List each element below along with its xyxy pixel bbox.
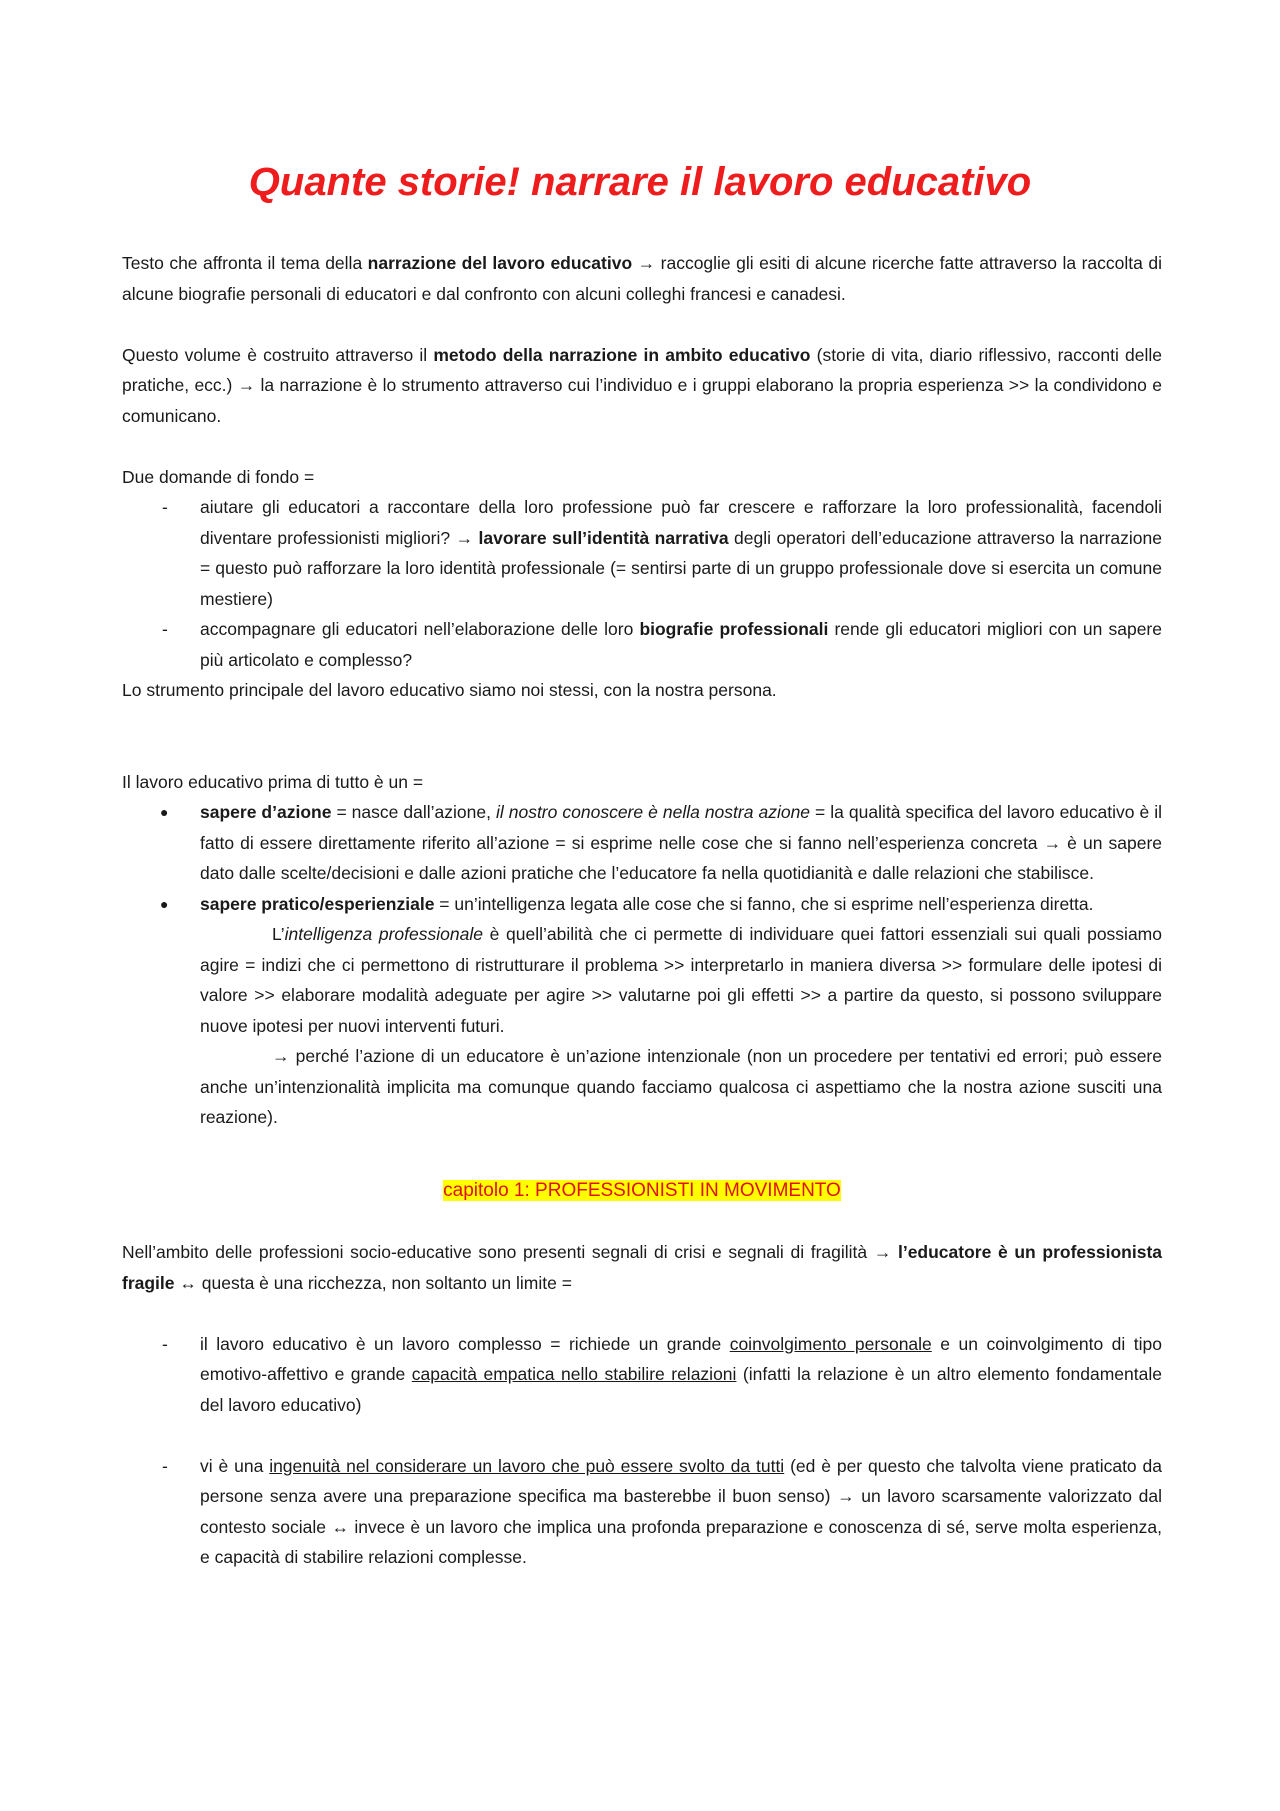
chapter-intro-paragraph: Nell’ambito delle professioni socio-educative sono presenti segnali di crisi e segnali di fragilità → l’educatore è un professionista fragile ↔ questa è una ricchezza, non soltanto un limite = [122, 1242, 1163, 1293]
method-text-pre: Questo volume è costruito attraverso il [122, 344, 434, 365]
dash-marker: - [162, 1333, 168, 1354]
intro-bold: narrazione del lavoro educativo [367, 253, 633, 273]
arrow-icon: → [873, 1242, 892, 1262]
method-paragraph [122, 340, 1162, 432]
chapter-heading-text: capitolo 1: PROFESSIONISTI IN MOVIMENTO [443, 1180, 841, 1201]
double-arrow-icon: ↔ [331, 1516, 349, 1537]
method-text-post: la narrazione è lo strumento attraverso cui l’individuo e i gruppi elaborano la propria esperienza >> la condividono e comunicano. [122, 375, 1162, 426]
dash-marker: - [162, 619, 168, 639]
list-item: ● sapere d’azione = nasce dall’azione, il nostro conoscere è nella nostra azione = la qualità specifica del lavoro educativo è il fatto di essere direttamente riferito all’azione = si esprime nelle cose che si fanno nell’esperienza concreta → è un sapere dato dalle scelte/decisioni e dalle azioni pratiche che l’educatore fa nella quotidianità e dalle relazioni che stabilisce. [122, 797, 1162, 889]
dash-marker: - [162, 1455, 168, 1476]
arrow-icon: → [272, 1046, 290, 1066]
knowledge-heading: Il lavoro educativo prima di tutto è un = [122, 771, 424, 792]
arrow-icon: → [837, 1486, 855, 1506]
method-bold: metodo della narrazione in ambito educativo [433, 344, 811, 365]
list-item: - accompagnare gli educatori nell’elaborazione delle loro biografie professionali rende gli educatori migliori con un sapere più articolato e complesso? [122, 614, 1162, 675]
dash-marker: - [162, 497, 168, 517]
intro-paragraph [122, 248, 1162, 309]
bullet-marker: ● [160, 895, 169, 912]
arrow-icon: → [455, 527, 474, 548]
fragility-list [122, 1329, 1162, 1421]
arrow-icon: → [1043, 832, 1062, 853]
intro-text-pre: Testo che affronta il tema della [122, 253, 368, 273]
bullet-marker: ● [160, 804, 169, 820]
list-item: - vi è una ingenuità nel considerare un lavoro che può essere svolto da tutti (ed è per questo che talvolta viene praticato da persone senza avere una preparazione specifica ma basterebbe il buon senso) → un lavoro scarsamente valorizzato dal contesto sociale ↔ invece è un lavoro che implica una profonda preparazione e conoscenza di sé, serve molta esperienza, e capacità di stabilire relazioni complesse. [122, 1451, 1162, 1573]
arrow-icon: → [237, 375, 256, 395]
arrow-icon: → [637, 253, 656, 273]
double-arrow-icon: ↔ [179, 1272, 197, 1293]
questions-heading: Due domande di fondo = [122, 466, 315, 487]
list-item: - aiutare gli educatori a raccontare della loro professione può far crescere e rafforzare la loro professionalità, facendoli diventare professionisti migliori? → lavorare sull’identità narrativa degli operatori dell’educazione attraverso la narrazione = questo può rafforzare la loro identità professionale (= sentirsi parte di un gruppo professionale dove si esercita un comune mestiere) [122, 492, 1162, 614]
chapter-heading [122, 1175, 1162, 1207]
document-body [122, 248, 1162, 1573]
fragility-list-2 [122, 1451, 1162, 1573]
method-text-mid: (storie di vita, diario riflessivo, racconti delle pratiche, ecc.) [122, 344, 1163, 395]
document-title: Quante storie! narrare il lavoro educativo [248, 160, 1032, 204]
intro-text-post: raccoglie gli esiti di alcune ricerche fatte attraverso la raccolta di alcune biografie personali di educatori e dal confronto con alcuni colleghi francesi e canadesi. [122, 253, 1162, 304]
list-item: - il lavoro educativo è un lavoro complesso = richiede un grande coinvolgimento personale e un coinvolgimento di tipo emotivo-affettivo e grande capacità empatica nello stabilire relazioni (infatti la relazione è un altro elemento fondamentale del lavoro educativo) [122, 1329, 1162, 1421]
questions-list [122, 492, 1162, 675]
knowledge-list [122, 797, 1162, 1133]
list-item: ● sapere pratico/esperienziale = un’intelligenza legata alle cose che si fanno, che si esprime nell’esperienza diretta. L’intelligenza professionale è quell’abilità che ci permette di individuare quei fattori essenziali sui quali possiamo agire = indizi che ci permettono di ristrutturare il problema >> interpretarlo in maniera diversa >> formulare delle ipotesi di valore >> elaborare modalità adeguate per agire >> valutarne poi gli effetti >> a partire da questo, si possono sviluppare nuove ipotesi per nuovi interventi futuri. → perché l’azione di un educatore è un’azione intenzionale (non un procedere per tentativi ed errori; può essere anche un’intenzionalità implicita ma comunque quando facciamo qualcosa ci aspettiamo che la nostra azione susciti una reazione). [122, 889, 1162, 1133]
questions-closing: Lo strumento principale del lavoro educativo siamo noi stessi, con la nostra persona. [122, 680, 777, 700]
